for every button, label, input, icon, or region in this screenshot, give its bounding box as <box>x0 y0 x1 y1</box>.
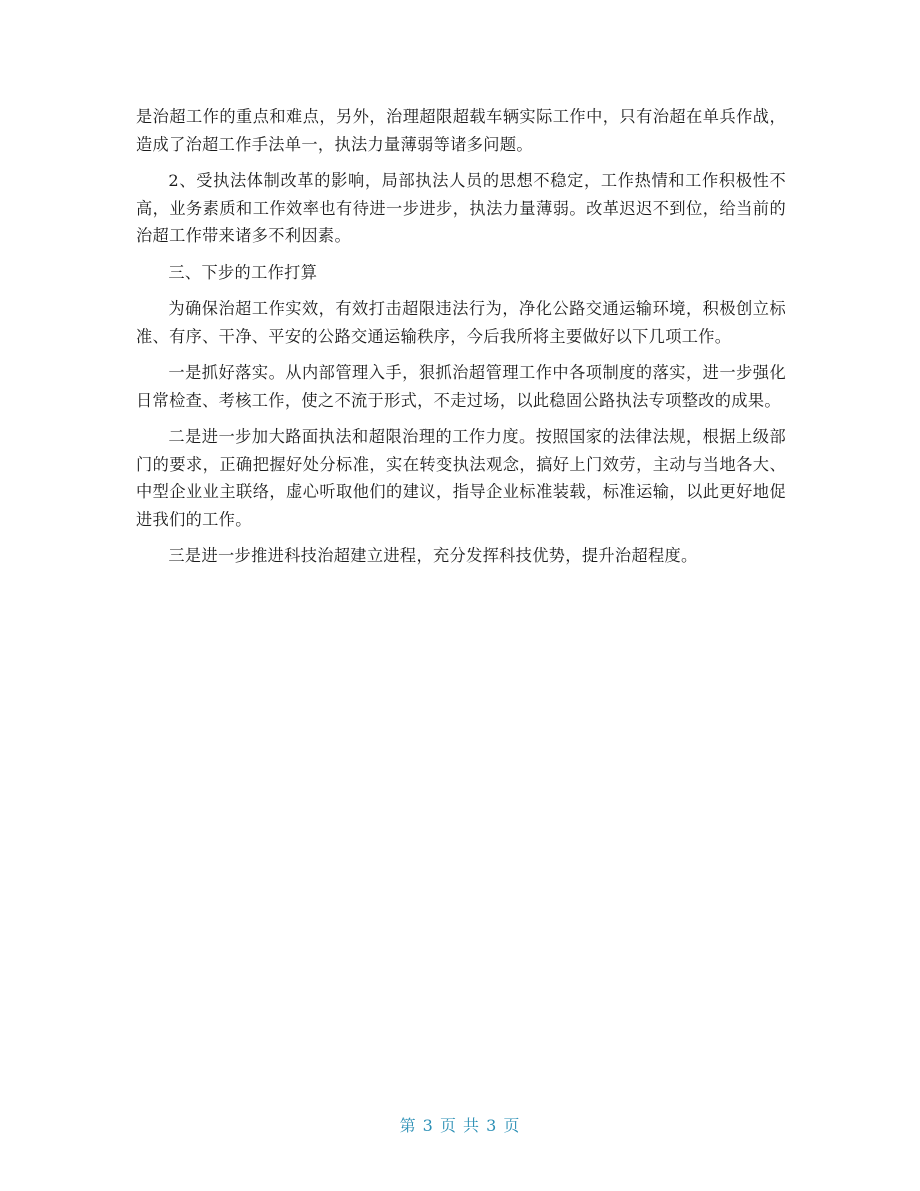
paragraph-gap <box>136 250 786 259</box>
paragraph-item-2: 2、受执法体制改革的影响，局部执法人员的思想不稳定，工作热情和工作积极性不高，业务素质和工作效率也有待进一步进步，执法力量薄弱。改革迟迟不到位，给当前的治超工作带来诸多不利因素。 <box>136 171 786 245</box>
paragraph-point-2: 二是进一步加大路面执法和超限治理的工作力度。按照国家的法律法规，根据上级部门的要求，正确把握好处分标准，实在转变执法观念，搞好上门效劳，主动与当地各大、中型企业业主联络，虚心听取他们的建议，指导企业标准装载，标准运输，以此更好地促进我们的工作。 <box>136 427 786 529</box>
document-body <box>136 103 786 570</box>
paragraph-point-3: 三是进一步推进科技治超建立进程，充分发挥科技优势，提升治超程度。 <box>168 546 698 565</box>
paragraph-gap <box>136 350 786 359</box>
paragraph-gap <box>136 286 786 295</box>
paragraph-gap <box>136 414 786 423</box>
paragraph-continuation: 是治超工作的重点和难点，另外，治理超限超载车辆实际工作中，只有治超在单兵作战，造成了治超工作手法单一，执法力量薄弱等诸多问题。 <box>136 107 786 154</box>
paragraph-gap <box>136 533 786 542</box>
paragraph-gap <box>136 158 786 167</box>
section-heading-3: 三、下步的工作打算 <box>168 262 318 282</box>
paragraph-point-1: 一是抓好落实。从内部管理入手，狠抓治超管理工作中各项制度的落实，进一步强化日常检查、考核工作，使之不流于形式，不走过场，以此稳固公路执法专项整改的成果。 <box>136 363 786 410</box>
page-number-footer: 第 3 页 共 3 页 <box>399 1116 521 1135</box>
paragraph-intro: 为确保治超工作实效，有效打击超限违法行为，净化公路交通运输环境，积极创立标准、有序、干净、平安的公路交通运输秩序，今后我所将主要做好以下几项工作。 <box>136 299 786 346</box>
